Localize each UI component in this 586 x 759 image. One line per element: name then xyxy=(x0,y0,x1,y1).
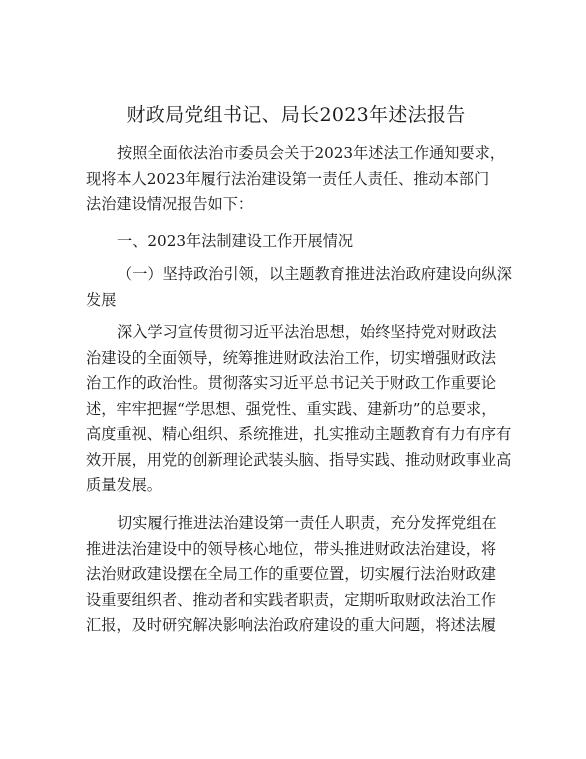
paragraph-line: 效开展，用党的创新理论武装头脑、指导实践、推动财政事业高 xyxy=(86,450,512,469)
paragraph-line: 推进法治建设中的领导核心地位，带头推进财政法治建设，将 xyxy=(86,539,497,558)
paragraph-line: 述，牢牢把握“学思想、强党性、重实践、建新功”的总要求， xyxy=(86,399,497,418)
paragraph-body-2 xyxy=(86,511,506,639)
paragraph-line: 治工作的政治性。贯彻落实习近平总书记关于财政工作重要论 xyxy=(86,374,497,392)
paragraph-line: 高度重视、精心组织、系统推进，扎实推动主题教育有力有序有 xyxy=(86,425,512,443)
subsection-heading-line: （一）坚持政治引领，以主题教育推进法治政府建设向纵深 xyxy=(117,265,512,283)
paragraph-line: 治建设的全面领导，统筹推进财政法治工作，切实增强财政法 xyxy=(86,348,497,367)
section-heading xyxy=(86,229,506,255)
paragraph-line: 法治建设情况报告如下： xyxy=(86,195,254,213)
paragraph-line: 现将本人2023年履行法治建设第一责任人责任、推动本部门 xyxy=(86,169,490,188)
section-heading-text: 一、2023年法制建设工作开展情况 xyxy=(117,232,354,250)
paragraph-line: 法治财政建设摆在全局工作的重要位置，切实履行法治财政建 xyxy=(86,565,497,583)
paragraph-body-1 xyxy=(86,320,512,499)
paragraph-line: 质量发展。 xyxy=(86,476,162,494)
paragraph-line: 按照全面依法治市委员会关于2023年述法工作通知要求， xyxy=(117,144,505,162)
paragraph-line: 汇报，及时研究解决影响法治政府建设的重大问题，将述法履 xyxy=(86,616,497,634)
paragraph-line: 深入学习宣传贯彻习近平法治思想，始终坚持党对财政法 xyxy=(117,323,497,341)
paragraph-intro xyxy=(86,141,506,218)
paragraph-line: 切实履行推进法治建设第一责任人职责，充分发挥党组在 xyxy=(117,514,497,532)
document-title: 财政局党组书记、局长2023年述法报告 xyxy=(126,104,466,126)
paragraph-line: 设重要组织者、推动者和实践者职责，定期听取财政法治工作 xyxy=(86,590,497,609)
subsection-heading-line: 发展 xyxy=(86,290,117,309)
subsection-heading xyxy=(86,262,512,313)
